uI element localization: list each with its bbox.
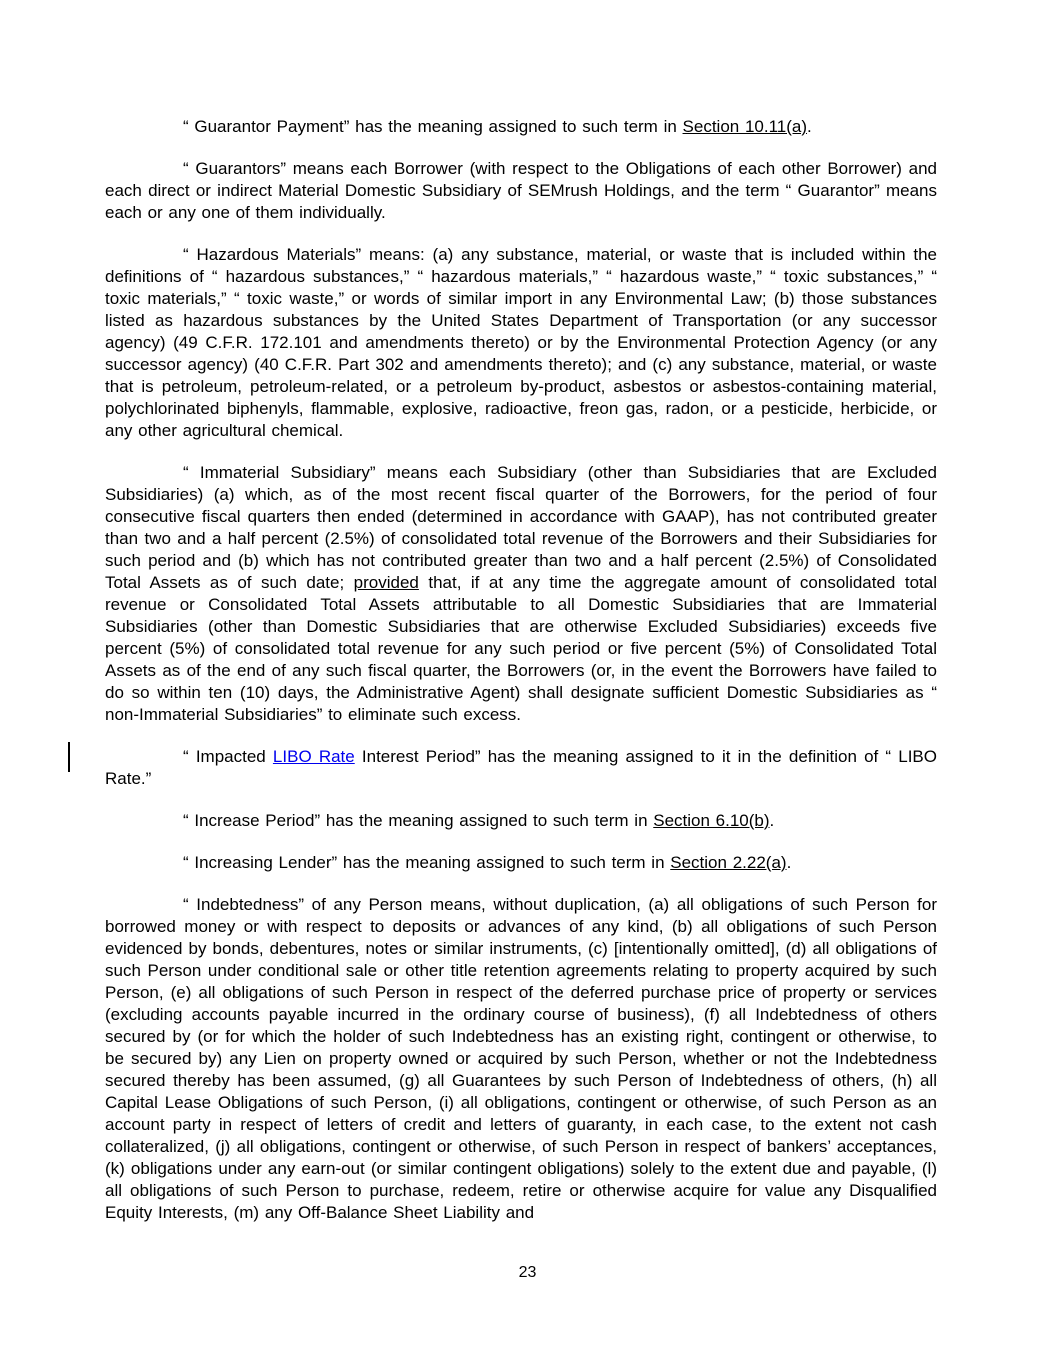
section-link[interactable]: Section 6.10(b) — [653, 811, 770, 830]
definition-increasing-lender — [105, 852, 937, 874]
document-body — [105, 116, 937, 1244]
emphasis-underline: provided — [353, 573, 419, 592]
section-link[interactable]: Section 10.11(a) — [682, 117, 808, 136]
text-run: . — [786, 853, 792, 872]
text-run: . — [807, 117, 812, 136]
page-number: 23 — [518, 1264, 537, 1281]
text-run: “ Impacted — [183, 747, 273, 766]
section-link[interactable]: Section 2.22(a) — [670, 853, 787, 872]
page-footer — [0, 1263, 1055, 1283]
text-run: “ Increasing Lender” has the meaning assigned to such term in — [183, 853, 671, 872]
change-bar — [68, 742, 70, 772]
definition-increase-period — [105, 810, 937, 832]
definition-hazardous-materials — [105, 244, 937, 442]
text-run: “ Indebtedness” of any Person means, without duplication, (a) all obligations of such Person for borrowed money or with respect to deposits or advances of any kind, (b) all obligations of such Person evidenced by bonds, debentures, notes or similar instruments, (c) [intentionally omitted], (d) all obligations of such Person under conditional sale or other title retention agreements relating to property acquired by such Person, (e) all obligations of such Person in respect of the deferred purchase price of property or services (excluding accounts payable incurred in the ordinary course of business), (f) all Indebtedness of others secured by (or for which the holder of such Indebtedness has an existing right, contingent or otherwise, to be secured by) any Lien on property owned or acquired by such Person, whether or not the Indebtedness secured thereby has been assumed, (g) all Guarantees by such Person of Indebtedness of others, (h) all Capital Lease Obligations of such Person, (i) all obligations, contingent or otherwise, of such Person as an account party in respect of letters of credit and letters of guaranty, in each case, to the extent not cash collateralized, (j) all obligations, contingent or otherwise, of such Person in respect of bankers’ acceptances, (k) obligations under any earn-out (or similar contingent obligations) solely to the extent due and payable, (l) all obligations of such Person to purchase, redeem, retire or otherwise acquire for value any Disqualified Equity Interests, (m) any Off-Balance Sheet Liability and — [105, 895, 937, 1222]
definition-indebtedness — [105, 894, 937, 1224]
text-run: that, if at any time the aggregate amount of consolidated total revenue or Consolidated Total Assets attributable to all Domestic Subsidiaries that are Immaterial Subsidiaries (other than Domestic Subsidiaries that are otherwise Excluded Subsidiaries) exceeds five percent (5%) of consolidated total revenue for any such period or five percent (5%) of Consolidated Total Assets as of the end of any such fiscal quarter, the Borrowers (or, in the event the Borrowers have failed to do so within ten (10) days, the Administrative Agent) shall designate sufficient Domestic Subsidiaries as “ non-Immaterial Subsidiaries” to eliminate such excess. — [105, 573, 937, 724]
definition-guarantors — [105, 158, 937, 224]
text-run: Interest Period” has the meaning assigned to it in the definition of “ LIBO Rate.” — [105, 747, 937, 788]
libo-rate-link[interactable]: LIBO Rate — [272, 747, 355, 766]
text-run: “ Guarantor Payment” has the meaning assigned to such term in — [183, 117, 683, 136]
definition-guarantor-payment — [105, 116, 937, 138]
text-run: “ Increase Period” has the meaning assigned to such term in — [183, 811, 654, 830]
text-run: “ Hazardous Materials” means: (a) any substance, material, or waste that is included within the definitions of “ hazardous substances,” “ hazardous materials,” “ hazardous waste,” “ toxic substances,” “ toxic materials,” “ toxic waste,” or words of similar import in any Environmental Law; (b) those substances listed as hazardous substances by the United States Department of Transportation (or any successor agency) (49 C.F.R. 172.101 and amendments thereto) or by the Environmental Protection Agency (or any successor agency) (40 C.F.R. Part 302 and amendments thereto); and (c) any substance, material, or waste that is petroleum, petroleum-related, or a petroleum by-product, asbestos or asbestos-containing material, polychlorinated biphenyls, flammable, explosive, radioactive, freon gas, radon, or a pesticide, herbicide, or any other agricultural chemical. — [105, 245, 937, 440]
definition-immaterial-subsidiary — [105, 462, 937, 726]
text-run: “ Immaterial Subsidiary” means each Subsidiary (other than Subsidiaries that are Excluded Subsidiaries) (a) which, as of the most recent fiscal quarter of the Borrowers, for the period of four consecutive fiscal quarters then ended (determined in accordance with GAAP), has not contributed greater than two and a half percent (2.5%) of consolidated total revenue of the Borrowers and their Subsidiaries for such period and (b) which has not contributed greater than two and a half percent (2.5%) of Consolidated Total Assets as of such date; — [105, 463, 937, 592]
definition-impacted-libo-rate-interest-period — [105, 746, 937, 790]
text-run: . — [769, 811, 775, 830]
text-run: “ Guarantors” means each Borrower (with respect to the Obligations of each other Borrower) and each direct or indirect Material Domestic Subsidiary of SEMrush Holdings, and the term “ Guarantor” means each or any one of them individually. — [105, 159, 937, 222]
